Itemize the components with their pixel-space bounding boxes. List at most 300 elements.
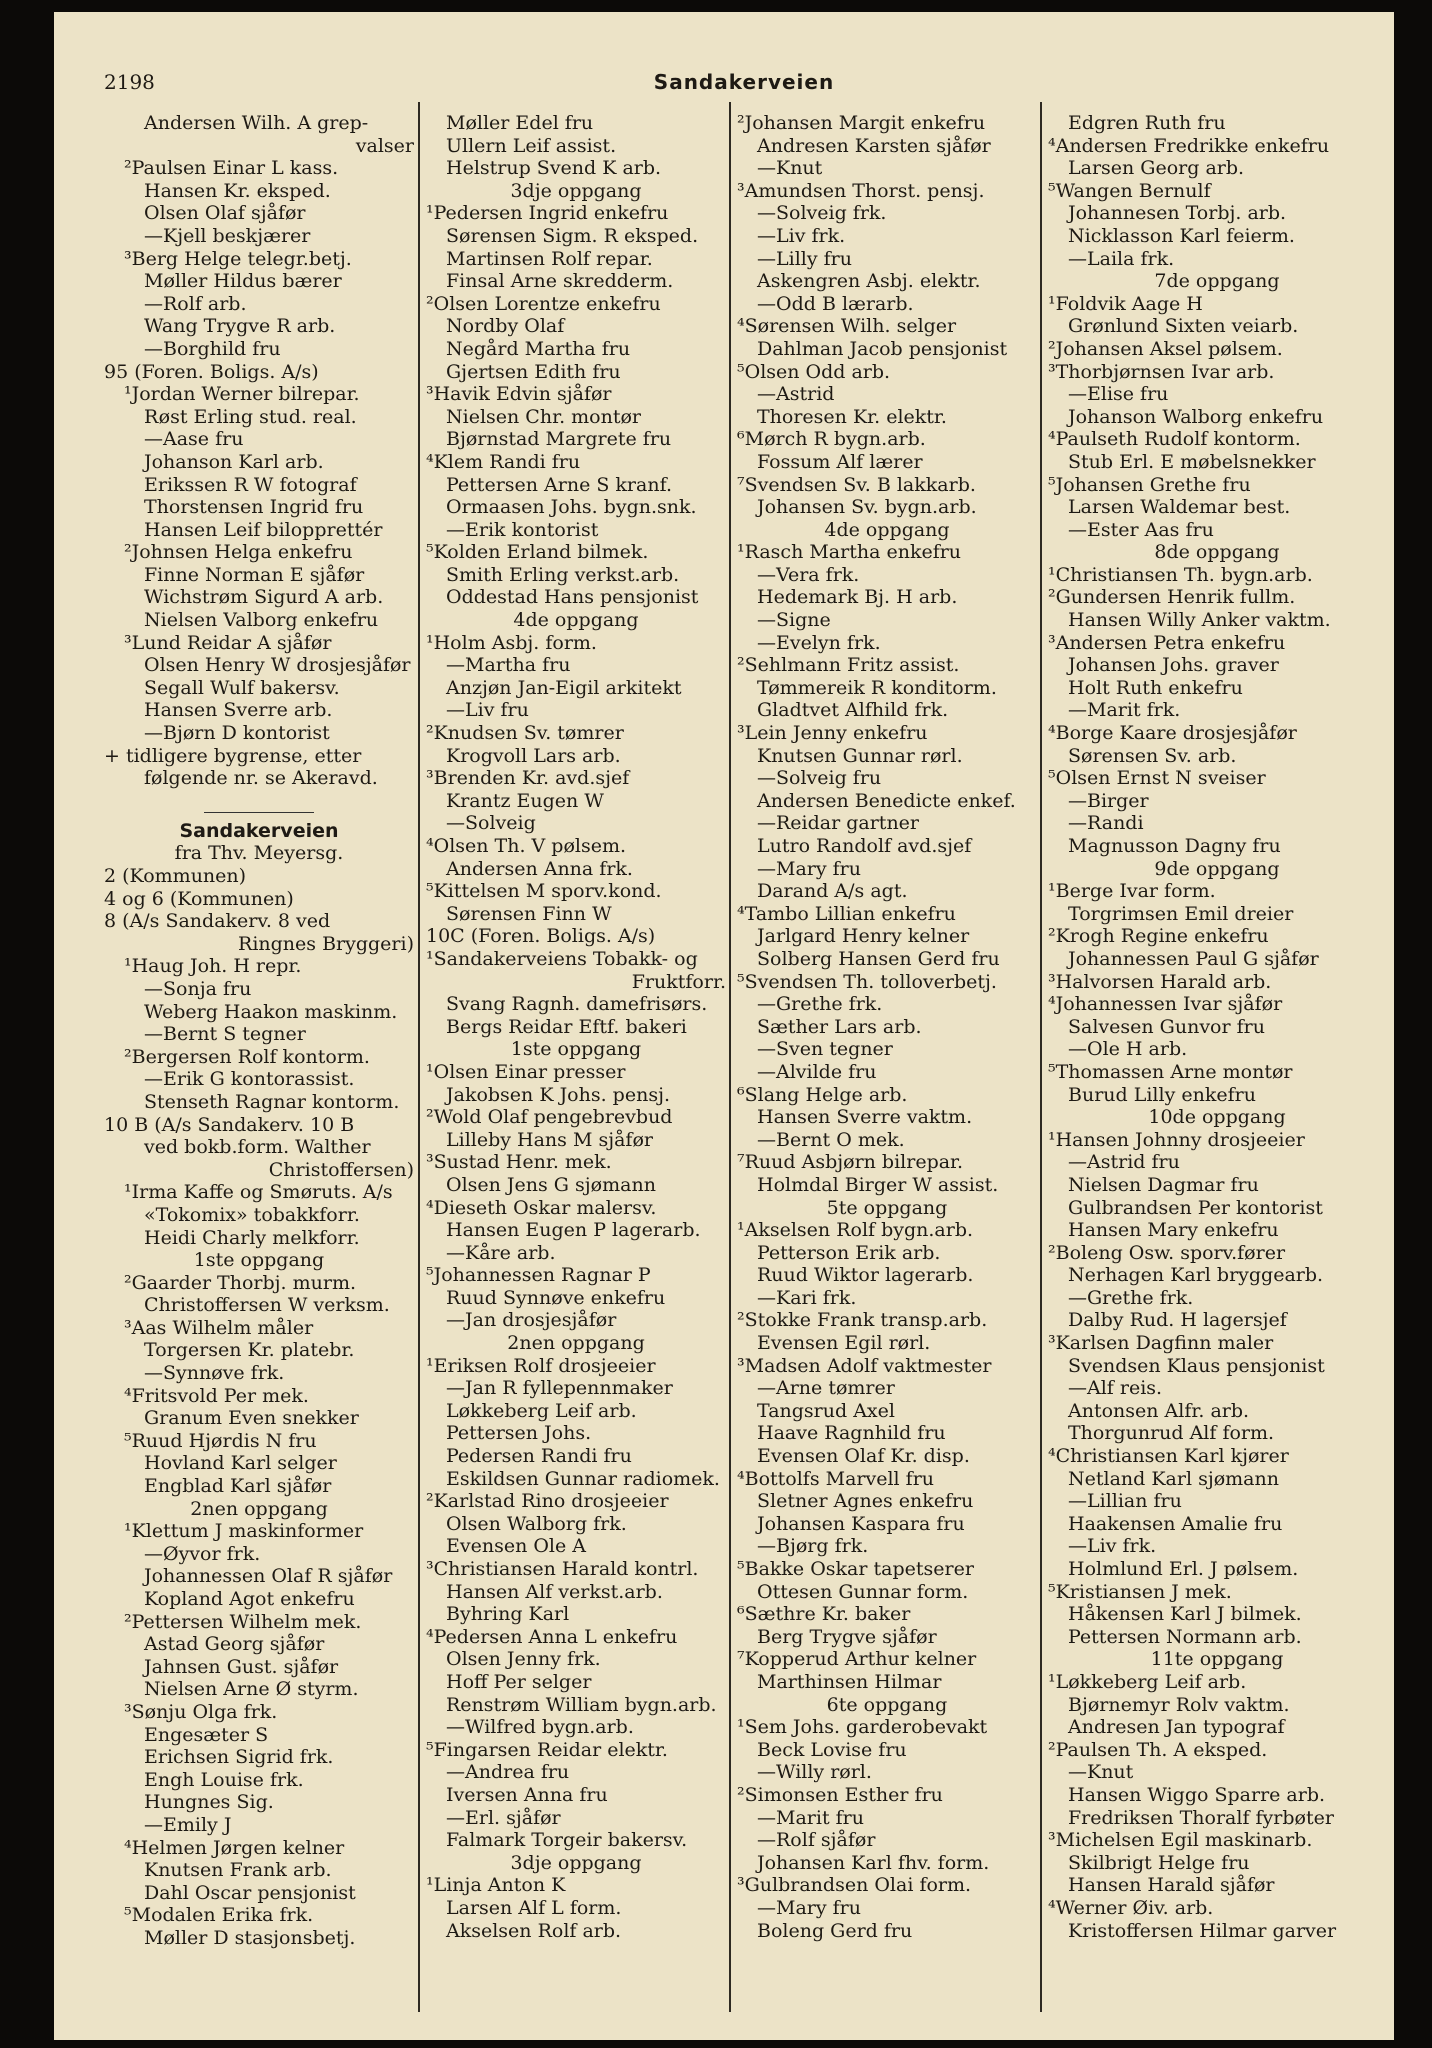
directory-page (54, 12, 1394, 2040)
directory-entry: Petterson Erik arb. (757, 1241, 941, 1264)
directory-entry: Engh Louise frk. (144, 1768, 304, 1791)
directory-entry: Møller Edel fru (446, 112, 594, 134)
directory-entry: Hansen Sverre vaktm. (757, 1106, 973, 1129)
directory-entry: Erikssen R W fotograf (144, 473, 357, 496)
directory-entry: —Rolf arb. (144, 292, 247, 315)
directory-entry: —Rolf sjåfør (757, 1829, 876, 1852)
directory-entry: Hoff Per selger (446, 1670, 592, 1693)
directory-entry: Olsen Jens G sjømann (446, 1173, 656, 1196)
page-number: 2198 (104, 70, 155, 94)
directory-entry: ¹Olsen Einar presser (426, 1060, 626, 1083)
directory-entry: Røst Erling stud. real. (144, 405, 357, 428)
directory-entry: ²Paulsen Einar L kass. (124, 157, 339, 180)
directory-entry: ²Gaarder Thorbj. murm. (124, 1271, 357, 1294)
directory-entry: Eskildsen Gunnar radiomek. (446, 1467, 720, 1490)
directory-entry: Hansen Mary enkefru (1068, 1219, 1279, 1242)
directory-entry: —Vera frk. (757, 563, 860, 586)
directory-entry: Krogvoll Lars arb. (446, 744, 621, 767)
directory-entry: Jahnsen Gust. sjåfør (144, 1655, 339, 1678)
directory-entry: Hansen Alf verkst.arb. (446, 1580, 663, 1603)
directory-entry: Evensen Ole A (446, 1535, 587, 1558)
column-rule (418, 102, 420, 2012)
directory-entry: ⁴Klem Randi fru (426, 450, 581, 473)
directory-entry: ⁴Helmen Jørgen kelner (124, 1836, 345, 1859)
directory-entry: ¹Foldvik Aage H (1048, 292, 1203, 315)
directory-entry: —Solveig (446, 812, 536, 835)
directory-entry: Heidi Charly melkforr. (144, 1226, 360, 1249)
directory-entry: —Solveig fru (757, 767, 882, 790)
directory-entry: —Marit fru (757, 1806, 864, 1829)
directory-entry: Gjertsen Edith fru (446, 360, 621, 383)
directory-entry: —Erl. sjåfør (446, 1806, 561, 1829)
directory-entry: ³Sønju Olga frk. (124, 1700, 278, 1723)
directory-entry: Martinsen Rolf repar. (446, 247, 653, 270)
directory-entry: Dalby Rud. H lagersjef (1068, 1309, 1287, 1332)
directory-entry: ²Wold Olaf pengebrevbud (426, 1106, 673, 1129)
directory-entry: Olsen Jenny frk. (446, 1648, 601, 1671)
directory-entry: Skilbrigt Helge fru (1068, 1851, 1250, 1874)
stairway-heading: 3dje oppgang (510, 1851, 642, 1874)
directory-entry: Segall Wulf bakersv. (144, 676, 340, 699)
column-rule (1040, 102, 1042, 2012)
directory-entry: ⁵Thomassen Arne montør (1048, 1060, 1293, 1083)
directory-entry: —Emily J (144, 1813, 232, 1836)
directory-entry: Dahlman Jacob pensjonist (757, 337, 1008, 360)
directory-entry: ²Gundersen Henrik fullm. (1048, 586, 1296, 609)
section-heading: Sandakerveien (179, 819, 339, 842)
directory-entry: Torgrimsen Emil dreier (1068, 902, 1294, 925)
directory-entry: ⁴Olsen Th. V pølsem. (426, 835, 627, 857)
stairway-heading: 4de oppgang (513, 609, 639, 632)
stairway-heading: 6te oppgang (826, 1693, 948, 1716)
directory-entry: Beck Lovise fru (757, 1738, 907, 1761)
directory-entry: ³Lund Reidar A sjåfør (124, 631, 332, 654)
directory-entry: ²Johansen Margit enkefru (737, 112, 986, 134)
directory-entry: Anzjøn Jan-Eigil arkitekt (446, 676, 682, 699)
directory-entry: Fossum Alf lærer (757, 450, 923, 473)
directory-entry: ²Sehlmann Fritz assist. (737, 654, 960, 677)
directory-entry: Johansen Sv. bygn.arb. (757, 496, 977, 519)
directory-entry: —Evelyn frk. (757, 631, 881, 654)
directory-entry: Larsen Georg arb. (1068, 157, 1245, 180)
directory-entry: —Martha fru (446, 654, 571, 677)
directory-entry: —Sven tegner (757, 1038, 893, 1061)
directory-entry: ³Amundsen Thorst. pensj. (737, 179, 985, 202)
directory-entry: —Wilfred bygn.arb. (446, 1716, 634, 1739)
directory-entry: Ormaasen Johs. bygn.snk. (446, 496, 697, 519)
directory-entry: —Kjell beskjærer (144, 224, 311, 247)
directory-entry: ³Havik Edvin sjåfør (426, 383, 612, 406)
directory-entry: ⁵Johannessen Ragnar P (426, 1264, 651, 1287)
directory-entry: Johannessen Paul G sjåfør (1068, 947, 1319, 970)
directory-entry: ³Thorbjørnsen Ivar arb. (1048, 360, 1275, 383)
directory-entry: ⁴Paulseth Rudolf kontorm. (1048, 428, 1301, 451)
directory-entry: Nielsen Valborg enkefru (144, 609, 379, 632)
directory-entry: Jakobsen K Johs. pensj. (446, 1083, 671, 1106)
directory-entry: Burud Lilly enkefru (1068, 1083, 1256, 1106)
directory-entry: ³Karlsen Dagfinn maler (1048, 1332, 1274, 1355)
directory-entry: Sæther Lars arb. (757, 1015, 922, 1038)
directory-entry: Tangsrud Axel (757, 1399, 895, 1422)
directory-entry: ⁵Bakke Oskar tapetserer (737, 1558, 974, 1580)
directory-entry: Ringnes Bryggeri) (238, 932, 414, 955)
directory-entry: Svang Ragnh. damefrisørs. (446, 993, 708, 1016)
directory-entry: —Birger (1068, 789, 1149, 812)
directory-entry: Johanson Karl arb. (144, 450, 324, 473)
directory-entry: ⁵Kolden Erland bilmek. (426, 541, 649, 564)
stairway-heading: 7de oppgang (1154, 270, 1280, 293)
directory-entry: Akselsen Rolf arb. (446, 1919, 622, 1942)
directory-entry: Knutsen Frank arb. (144, 1859, 332, 1882)
directory-entry: —Øyvor frk. (144, 1542, 261, 1565)
stairway-heading: 2nen oppgang (507, 1332, 645, 1355)
directory-entry: Berg Trygve sjåfør (757, 1625, 937, 1648)
directory-entry: Krantz Eugen W (446, 789, 604, 812)
directory-entry: Nordby Olaf (446, 315, 565, 338)
directory-entry: Hedemark Bj. H arb. (757, 586, 958, 609)
directory-entry: Darand A/s agt. (757, 880, 908, 903)
directory-entry: ⁵Svendsen Th. tolloverbetj. (737, 970, 997, 993)
directory-entry: Helstrup Svend K arb. (446, 157, 662, 180)
directory-entry: Løkkeberg Leif arb. (446, 1399, 637, 1422)
directory-entry: Hungnes Sig. (144, 1791, 274, 1814)
directory-entry: —Erik kontorist (446, 518, 599, 541)
stairway-heading: 10de oppgang (1148, 1106, 1286, 1129)
directory-entry: ²Karlstad Rino drosjeeier (426, 1490, 669, 1513)
directory-entry: ¹Sandakerveiens Tobakk- og (426, 947, 698, 970)
directory-column-4 (1048, 112, 1386, 2012)
directory-entry: ¹Pedersen Ingrid enkefru (426, 202, 669, 225)
directory-entry: —Lillian fru (1068, 1490, 1182, 1513)
stairway-heading: 4de oppgang (824, 518, 950, 541)
directory-entry: Olsen Walborg frk. (446, 1512, 627, 1535)
directory-entry: ⁴Borge Kaare drosjesjåfør (1048, 722, 1297, 745)
directory-entry: ⁴Dieseth Oskar malersv. (426, 1196, 657, 1219)
directory-entry: Grønlund Sixten veiarb. (1068, 315, 1299, 338)
directory-entry: ²Johnsen Helga enkefru (124, 541, 353, 564)
directory-entry: ⁵Modalen Erika frk. (124, 1904, 314, 1927)
directory-entry: Andersen Anna frk. (446, 857, 633, 880)
stairway-heading: 5te oppgang (826, 1196, 948, 1219)
directory-entry: 10 B (A/s Sandakerv. 10 B (104, 1113, 355, 1136)
directory-entry: Hansen Wiggo Sparre arb. (1068, 1783, 1326, 1806)
directory-entry: Larsen Waldemar best. (1068, 496, 1291, 519)
directory-entry: ved bokb.form. Walther (144, 1136, 371, 1159)
directory-entry: ¹Hansen Johnny drosjeeier (1048, 1128, 1305, 1151)
directory-entry: ²Simonsen Esther fru (737, 1783, 943, 1806)
directory-column-3 (737, 112, 1037, 2012)
directory-entry: ⁷Ruud Asbjørn bilrepar. (737, 1151, 964, 1174)
directory-entry: + tidligere bygrense, etter (104, 744, 362, 767)
directory-entry: ⁶Sæthre Kr. baker (737, 1603, 911, 1626)
directory-entry: Gladtvet Alfhild frk. (757, 699, 949, 722)
directory-entry: ¹Løkkeberg Leif arb. (1048, 1670, 1247, 1693)
directory-entry: —Arne tømrer (757, 1377, 895, 1400)
directory-entry: Knutsen Gunnar rørl. (757, 744, 963, 767)
directory-entry: Kopland Agot enkefru (144, 1588, 355, 1610)
directory-entry: Ottesen Gunnar form. (757, 1580, 969, 1603)
directory-entry: Nerhagen Karl bryggearb. (1068, 1264, 1324, 1287)
directory-entry: —Ester Aas fru (1068, 518, 1214, 541)
directory-entry: Evensen Egil rørl. (757, 1332, 931, 1355)
directory-entry: Johansen Kaspara fru (757, 1512, 965, 1535)
stairway-heading: 1ste oppgang (510, 1038, 642, 1061)
directory-entry: —Elise fru (1068, 383, 1169, 406)
directory-entry: ³Madsen Adolf vaktmester (737, 1354, 992, 1377)
column-rule (729, 102, 731, 2012)
directory-entry: Pettersen Arne S kranf. (446, 473, 672, 496)
directory-entry: Nielsen Chr. montør (446, 405, 641, 428)
page-header (104, 64, 1384, 100)
directory-entry: «Tokomix» tobakkforr. (144, 1203, 360, 1226)
directory-entry: —Jan R fyllepennmaker (446, 1377, 673, 1400)
directory-entry: Hansen Harald sjåfør (1068, 1874, 1275, 1897)
spacer (104, 790, 414, 804)
directory-entry: Haave Ragnhild fru (757, 1422, 946, 1445)
directory-entry: ¹Christiansen Th. bygn.arb. (1048, 563, 1313, 586)
directory-entry: —Erik G kontorassist. (144, 1068, 355, 1091)
directory-entry: Hansen Willy Anker vaktm. (1068, 609, 1331, 632)
directory-entry: ¹Jordan Werner bilrepar. (124, 383, 360, 406)
directory-entry: ²Knudsen Sv. tømrer (426, 722, 624, 745)
directory-entry: Håkensen Karl J bilmek. (1068, 1603, 1302, 1626)
directory-entry: —Andrea fru (446, 1761, 570, 1784)
directory-entry: —Willy rørl. (757, 1761, 872, 1784)
directory-entry: Solberg Hansen Gerd fru (757, 947, 1000, 970)
directory-entry: Nicklasson Karl feierm. (1068, 224, 1295, 247)
directory-entry: ³Halvorsen Harald arb. (1048, 970, 1272, 993)
directory-entry: Evensen Olaf Kr. disp. (757, 1445, 970, 1468)
directory-entry: Falmark Torgeir bakersv. (446, 1829, 688, 1852)
directory-entry: Møller D stasjonsbetj. (144, 1926, 356, 1949)
directory-entry: 8 (A/s Sandakerv. 8 ved (104, 910, 331, 933)
directory-entry: —Alf reis. (1068, 1377, 1163, 1400)
directory-entry: —Liv fru (446, 699, 529, 722)
directory-entry: ⁵Johansen Grethe fru (1048, 473, 1251, 496)
directory-entry: Gulbrandsen Per kontorist (1068, 1196, 1323, 1219)
directory-entry: —Solveig frk. (757, 202, 887, 225)
directory-entry: Lutro Randolf avd.sjef (757, 835, 972, 857)
directory-entry: ²Boleng Osw. sporv.fører (1048, 1241, 1286, 1264)
directory-entry: ¹Rasch Martha enkefru (737, 541, 962, 564)
directory-entry: Johannesen Torbj. arb. (1068, 202, 1287, 225)
page-title: Sandakerveien (653, 70, 835, 94)
stairway-heading: 1ste oppgang (193, 1249, 325, 1272)
directory-entry: Andresen Karsten sjåfør (757, 134, 991, 157)
directory-entry: Smith Erling verkst.arb. (446, 563, 680, 586)
directory-entry: ³Sustad Henr. mek. (426, 1151, 612, 1174)
stairway-heading: 3dje oppgang (510, 179, 642, 202)
directory-entry: ⁷Kopperud Arthur kelner (737, 1648, 977, 1671)
directory-entry: Sørensen Sigm. R eksped. (446, 224, 699, 247)
directory-entry: ¹Klettum J maskinformer (124, 1520, 364, 1543)
directory-entry: Boleng Gerd fru (757, 1919, 913, 1942)
directory-entry: Thorstensen Ingrid fru (144, 496, 364, 519)
directory-entry: Erichsen Sigrid frk. (144, 1746, 334, 1769)
directory-entry: Christoffersen) (268, 1158, 414, 1181)
directory-entry: ⁵Kristiansen J mek. (1048, 1580, 1232, 1603)
directory-entry: —Signe (757, 609, 831, 632)
directory-entry: Bjørnstad Margrete fru (446, 428, 672, 451)
directory-entry: —Astrid (757, 383, 835, 406)
directory-entry: Ullern Leif assist. (446, 134, 617, 157)
directory-entry: ⁴Bottolfs Marvell fru (737, 1467, 935, 1490)
section-divider (104, 804, 414, 820)
directory-entry: —Synnøve frk. (144, 1362, 285, 1385)
directory-entry: Andersen Benedicte enkef. (757, 789, 1016, 812)
directory-entry: ²Paulsen Th. A eksped. (1048, 1738, 1268, 1761)
directory-entry: ²Bergersen Rolf kontorm. (124, 1045, 370, 1068)
directory-entry: Holt Ruth enkefru (1068, 676, 1243, 699)
directory-entry: ²Olsen Lorentze enkefru (426, 292, 661, 315)
directory-entry: ⁴Werner Øiv. arb. (1048, 1896, 1214, 1919)
directory-entry: —Kåre arb. (446, 1241, 556, 1264)
directory-entry: Fredriksen Thoralf fyrbøter (1068, 1806, 1334, 1829)
directory-entry: —Marit frk. (1068, 699, 1181, 722)
directory-entry: Bjørnemyr Rolv vaktm. (1068, 1693, 1290, 1716)
directory-entry: Byhring Karl (446, 1603, 570, 1626)
directory-column-2 (426, 112, 726, 2012)
directory-entry: Nielsen Arne Ø styrm. (144, 1678, 359, 1701)
directory-entry: Hovland Karl selger (144, 1452, 337, 1475)
directory-entry: Oddestad Hans pensjonist (446, 586, 699, 609)
directory-entry: ¹Berge Ivar form. (1048, 880, 1216, 903)
directory-entry: —Bernt S tegner (144, 1023, 306, 1046)
directory-entry: Stenseth Ragnar kontorm. (144, 1090, 400, 1113)
directory-entry: ³Michelsen Egil maskinarb. (1048, 1829, 1313, 1852)
directory-entry: —Laila frk. (1068, 247, 1175, 270)
directory-entry: ¹Linja Anton K (426, 1874, 566, 1897)
directory-entry: Kristoffersen Hilmar garver (1068, 1919, 1337, 1942)
directory-entry: ³Christiansen Harald kontrl. (426, 1558, 699, 1580)
directory-entry: Bergs Reidar Eftf. bakeri (446, 1015, 687, 1038)
directory-entry: Antonsen Alfr. arb. (1068, 1399, 1250, 1422)
directory-entry: ⁴Pedersen Anna L enkefru (426, 1625, 678, 1648)
directory-entry: —Ole H arb. (1068, 1038, 1188, 1061)
directory-entry: 2 (Kommunen) (104, 865, 247, 887)
directory-entry: Hansen Eugen P lagerarb. (446, 1219, 701, 1242)
directory-entry: ⁵Ruud Hjørdis N fru (124, 1429, 317, 1452)
directory-entry: ⁵Olsen Ernst N sveiser (1048, 767, 1266, 790)
directory-entry: Sørensen Sv. arb. (1068, 744, 1237, 767)
directory-entry: Weberg Haakon maskinm. (144, 1000, 398, 1023)
directory-entry: ³Berg Helge telegr.betj. (124, 247, 352, 270)
directory-entry: —Liv frk. (757, 224, 846, 247)
directory-entry: ³Brenden Kr. avd.sjef (426, 767, 630, 790)
directory-entry: Johansen Johs. graver (1068, 654, 1279, 677)
directory-entry: Torgersen Kr. platebr. (144, 1339, 355, 1362)
directory-entry: Pettersen Johs. (446, 1422, 592, 1445)
directory-entry: Salvesen Gunvor fru (1068, 1015, 1265, 1038)
directory-entry: ⁷Svendsen Sv. B lakkarb. (737, 473, 976, 496)
directory-entry: 4 og 6 (Kommunen) (104, 887, 294, 910)
directory-entry: Hansen Sverre arb. (144, 699, 333, 722)
directory-entry: —Mary fru (757, 857, 861, 880)
directory-entry: ¹Holm Asbj. form. (426, 631, 597, 654)
directory-entry: Johansen Karl fhv. form. (757, 1851, 990, 1874)
directory-entry: Granum Even snekker (144, 1407, 359, 1430)
directory-entry: Ruud Wiktor lagerarb. (757, 1264, 974, 1287)
directory-entry: 95 (Foren. Boligs. A/s) (104, 360, 319, 383)
directory-entry: Edgren Ruth fru (1068, 112, 1226, 134)
directory-entry: ¹Sem Johs. garderobevakt (737, 1716, 988, 1739)
directory-entry: —Bernt O mek. (757, 1128, 905, 1151)
directory-entry: ⁵Fingarsen Reidar elektr. (426, 1738, 668, 1761)
directory-entry: Marthinsen Hilmar (757, 1670, 942, 1693)
directory-entry: Andersen Wilh. A grep- (144, 112, 369, 134)
stairway-heading: 2nen oppgang (190, 1497, 328, 1520)
directory-entry: ⁴Christiansen Karl kjører (1048, 1445, 1289, 1468)
directory-entry: ²Pettersen Wilhelm mek. (124, 1610, 362, 1633)
directory-entry: —Bjørg frk. (757, 1535, 869, 1558)
directory-entry: —Liv frk. (1068, 1535, 1157, 1558)
directory-entry: Sletner Agnes enkefru (757, 1490, 974, 1513)
directory-entry: Johannessen Olaf R sjåfør (144, 1565, 393, 1588)
directory-entry: Wichstrøm Sigurd A arb. (144, 586, 384, 609)
directory-entry: Netland Karl sjømann (1068, 1467, 1279, 1490)
directory-entry: Dahl Oscar pensjonist (144, 1881, 356, 1904)
directory-entry: ¹Irma Kaffe og Smøruts. A/s (124, 1181, 393, 1204)
directory-entry: Engblad Karl sjåfør (144, 1475, 332, 1498)
directory-entry: ¹Haug Joh. H repr. (124, 955, 302, 978)
directory-entry: ⁴Sørensen Wilh. selger (737, 315, 957, 338)
directory-entry: —Knut (757, 157, 823, 180)
directory-entry: ¹Eriksen Rolf drosjeeier (426, 1354, 656, 1377)
directory-entry: Holmdal Birger W assist. (757, 1173, 999, 1196)
stairway-heading: fra Thv. Meyersg. (174, 842, 344, 865)
directory-entry: Astad Georg sjåfør (144, 1633, 325, 1656)
directory-entry: —Bjørn D kontorist (144, 722, 330, 745)
directory-entry: valser (355, 134, 414, 157)
directory-entry: Thorgunrud Alf form. (1068, 1422, 1275, 1445)
directory-entry: Jarlgard Henry kelner (757, 925, 970, 948)
directory-entry: ⁵Olsen Odd arb. (737, 360, 891, 383)
directory-entry: Svendsen Klaus pensjonist (1068, 1354, 1325, 1377)
directory-entry: Møller Hildus bærer (144, 270, 342, 293)
directory-entry: ¹Akselsen Rolf bygn.arb. (737, 1219, 974, 1242)
directory-entry: ⁴Fritsvold Per mek. (124, 1384, 309, 1407)
directory-entry: Olsen Olaf sjåfør (144, 202, 306, 225)
directory-entry: Ruud Synnøve enkefru (446, 1286, 666, 1309)
directory-entry: Finne Norman E sjåfør (144, 563, 365, 586)
directory-column-1 (104, 112, 414, 2012)
directory-entry: —Grethe frk. (757, 993, 883, 1016)
directory-entry: 10C (Foren. Boligs. A/s) (426, 925, 656, 948)
directory-entry: Wang Trygve R arb. (144, 315, 336, 338)
directory-entry: Stub Erl. E møbelsnekker (1068, 450, 1316, 473)
stairway-heading: 11te oppgang (1150, 1648, 1284, 1671)
directory-entry: Magnusson Dagny fru (1068, 835, 1281, 857)
directory-entry: Askengren Asbj. elektr. (757, 270, 981, 293)
directory-entry: —Knut (1068, 1761, 1134, 1784)
directory-entry: Andresen Jan typograf (1068, 1716, 1285, 1739)
directory-entry: Holmlund Erl. J pølsem. (1068, 1558, 1299, 1580)
directory-entry: —Lilly fru (757, 247, 852, 270)
directory-entry: —Kari frk. (757, 1286, 857, 1309)
directory-entry: —Jan drosjesjåfør (446, 1309, 617, 1332)
directory-entry: ⁵Kittelsen M sporv.kond. (426, 880, 662, 903)
stairway-heading: 9de oppgang (1154, 857, 1280, 880)
directory-entry: ³Andersen Petra enkefru (1048, 631, 1286, 654)
directory-entry: Hansen Kr. eksped. (144, 179, 331, 202)
directory-entry: ²Stokke Frank transp.arb. (737, 1309, 988, 1332)
directory-entry: ⁴Tambo Lillian enkefru (737, 902, 956, 925)
directory-entry: —Sonja fru (144, 977, 252, 1000)
directory-entry: Nielsen Dagmar fru (1068, 1173, 1259, 1196)
directory-entry: Lilleby Hans M sjåfør (446, 1128, 653, 1151)
directory-entry: —Borghild fru (144, 337, 281, 360)
directory-entry: ⁶Slang Helge arb. (737, 1083, 908, 1106)
